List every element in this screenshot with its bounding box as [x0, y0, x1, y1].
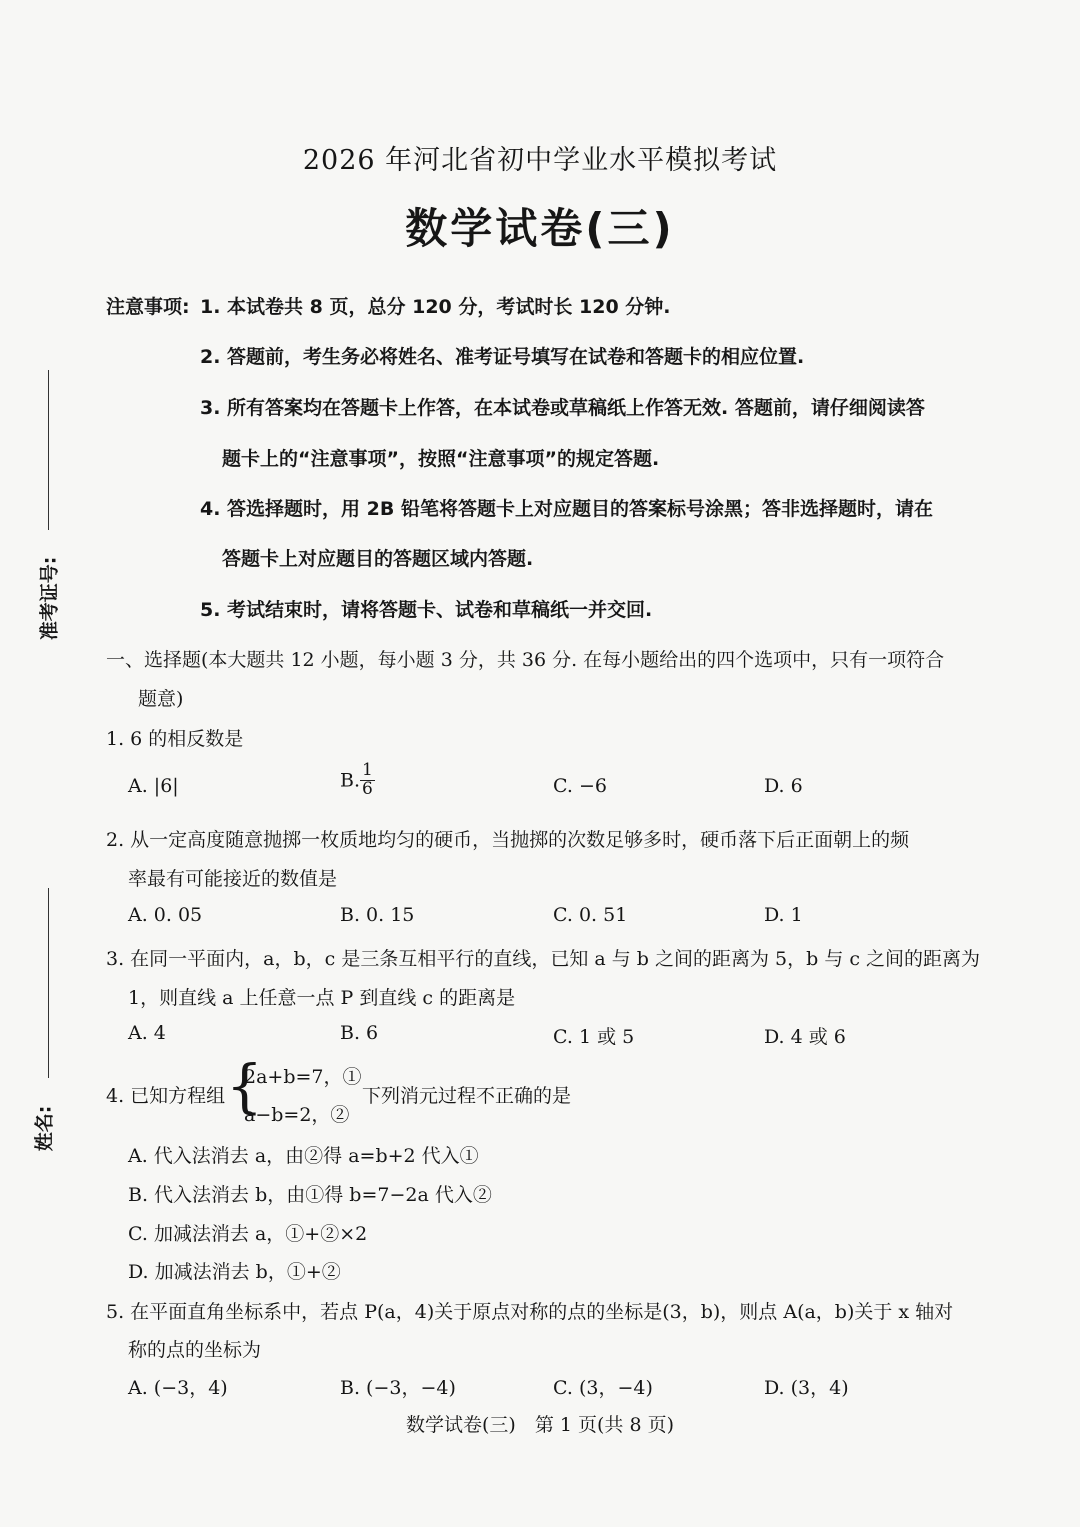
q1-option-a: A. |6| [128, 775, 179, 797]
system-brace: { [226, 1052, 263, 1120]
q2-option-c: C. 0. 51 [553, 904, 628, 926]
q1-option-d: D. 6 [764, 775, 803, 797]
fraction-denominator: 6 [362, 778, 373, 799]
note-item-3a: 3. 所有答案均在答题卡上作答，在本试卷或草稿纸上作答无效. 答题前，请仔细阅读答 [200, 397, 925, 419]
section-heading: 一、选择题(本大题共 12 小题，每小题 3 分，共 36 分. 在每小题给出的四个选项中，只有一项符合 [106, 649, 945, 671]
q4-option-c: C. 加减法消去 a，①+②×2 [128, 1223, 368, 1245]
q4-stem-suffix: 下列消元过程不正确的是 [362, 1085, 572, 1107]
q5-option-b: B. (−3，−4) [340, 1377, 456, 1399]
q2-option-d: D. 1 [764, 904, 803, 926]
q5-stem-2: 称的点的坐标为 [128, 1339, 262, 1361]
q1-option-b-fraction [360, 762, 375, 799]
name-underline [48, 888, 49, 1078]
note-item-4b: 答题卡上对应题目的答题区域内答题. [222, 548, 534, 570]
note-item-4a: 4. 答选择题时，用 2B 铅笔将答题卡上对应题目的答案标号涂黑；答非选择题时，请在 [200, 498, 933, 520]
q4-option-a: A. 代入法消去 a，由②得 a=b+2 代入① [128, 1145, 479, 1167]
q3-option-a: A. 4 [128, 1022, 166, 1044]
section-heading-cont: 题意) [138, 688, 184, 710]
name-label: 姓名: [33, 1105, 56, 1152]
q3-option-c: C. 1 或 5 [553, 1026, 635, 1048]
q1-option-b [340, 762, 375, 799]
fraction-numerator: 1 [362, 760, 373, 780]
q3-option-d: D. 4 或 6 [764, 1026, 846, 1048]
notes-lead: 注意事项: [106, 296, 190, 318]
q3-stem-2: 1，则直线 a 上任意一点 P 到直线 c 的距离是 [128, 987, 516, 1009]
q2-stem-2: 率最有可能接近的数值是 [128, 868, 338, 890]
q4-stem-prefix: 4. 已知方程组 [106, 1085, 226, 1107]
q1-option-c: C. −6 [553, 775, 607, 797]
q4-option-d: D. 加减法消去 b，①+② [128, 1261, 341, 1283]
q3-option-b: B. 6 [340, 1022, 379, 1044]
note-item-2: 2. 答题前，考生务必将姓名、准考证号填写在试卷和答题卡的相应位置. [200, 346, 805, 368]
page-footer: 数学试卷(三) 第 1 页(共 8 页) [406, 1414, 674, 1436]
q1-option-b-prefix: B. [340, 769, 361, 792]
q5-option-a: A. (−3，4) [128, 1377, 228, 1399]
q2-stem-1: 2. 从一定高度随意抛掷一枚质地均匀的硬币，当抛掷的次数足够多时，硬币落下后正面朝上的频 [106, 829, 910, 851]
q4-equation-1: 2a+b=7，① [244, 1066, 362, 1088]
exam-title: 2026 年河北省初中学业水平模拟考试 [302, 145, 778, 176]
ticket-underline [48, 370, 49, 530]
q5-stem-1: 5. 在平面直角坐标系中，若点 P(a，4)关于原点对称的点的坐标是(3，b)，则点 A(a，b)关于 x 轴对 [106, 1301, 954, 1323]
note-item-1: 1. 本试卷共 8 页，总分 120 分，考试时长 120 分钟. [200, 296, 671, 318]
q5-option-d: D. (3，4) [764, 1377, 849, 1399]
note-item-5: 5. 考试结束时，请将答题卡、试卷和草稿纸一并交回. [200, 599, 653, 621]
paper-title: 数学试卷(三) [405, 204, 675, 253]
q1-stem: 1. 6 的相反数是 [106, 728, 244, 750]
note-item-3b: 题卡上的“注意事项”，按照“注意事项”的规定答题. [222, 448, 660, 470]
q5-option-c: C. (3，−4) [553, 1377, 653, 1399]
q2-option-a: A. 0. 05 [128, 904, 203, 926]
q2-option-b: B. 0. 15 [340, 904, 415, 926]
q4-option-b: B. 代入法消去 b，由①得 b=7−2a 代入② [128, 1184, 492, 1206]
q4-equation-2: a−b=2，② [244, 1104, 350, 1126]
ticket-label: 准考证号: [38, 556, 61, 641]
q3-stem-1: 3. 在同一平面内，a，b，c 是三条互相平行的直线，已知 a 与 b 之间的距离为 5，b 与 c 之间的距离为 [106, 948, 981, 970]
